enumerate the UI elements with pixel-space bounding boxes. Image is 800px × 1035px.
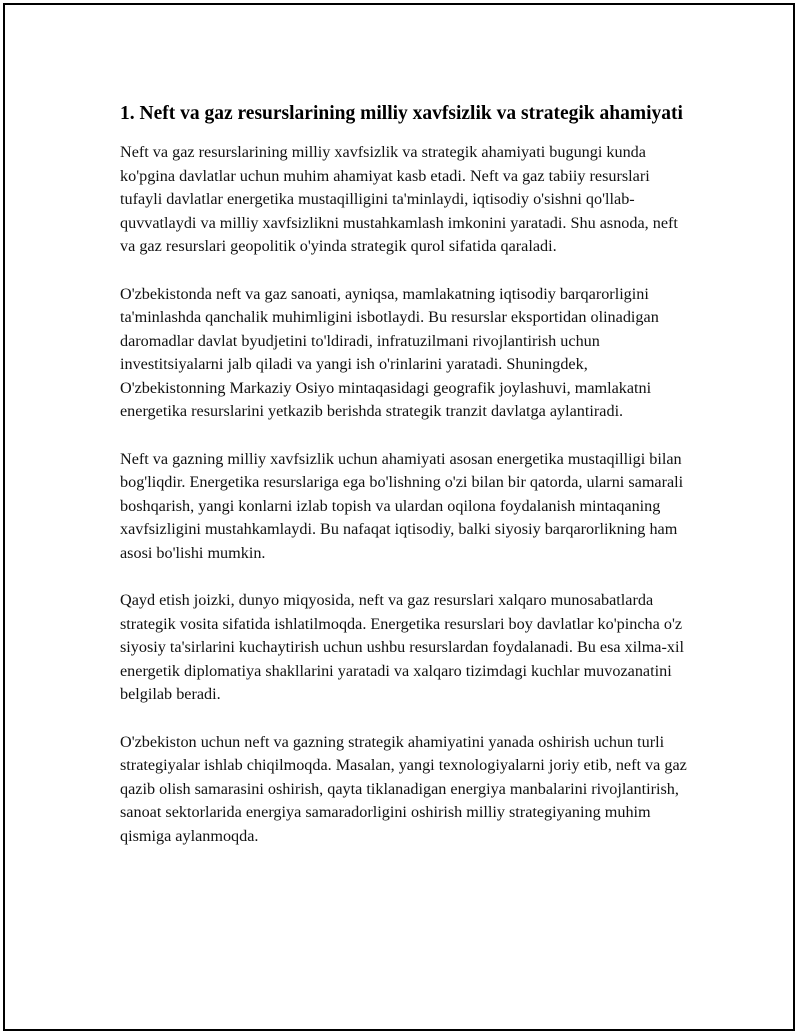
paragraph-2: O'zbekistonda neft va gaz sanoati, ayniqsa, mamlakatning iqtisodiy barqarorligini ta'minlashda qanchalik muhimligini isbotlaydi. Bu resurslar eksportidan olinadigan daromadlar davlat byudjetini to'ldiradi, infratuzilmani rivojlantirish uchun investitsiyalarni jalb qiladi va yangi ish o'rinlarini yaratadi. Shuningdek, O'zbekistonning Markaziy Osiyo mintaqasidagi geografik joylashuvi, mamlakatni energetika resurslarini yetkazib berishda strategik tranzit davlatga aylantiradi. xyxy=(120,284,659,420)
paragraph-4: Qayd etish joizki, dunyo miqyosida, neft va gaz resurslari xalqaro munosabatlarda strategik vosita sifatida ishlatilmoqda. Energetika resurslari boy davlatlar ko'pincha o'z siyosiy ta'sirlarini kuchaytirish uchun ushbu resurslardan foydalanadi. Bu esa xilma-xil energetik diplomatiya shakllarini yaratadi va xalqaro tizimdagi kuchlar muvozanatini belgilab beradi. xyxy=(120,591,684,703)
paragraph-5: O'zbekiston uchun neft va gazning strategik ahamiyatini yanada oshirish uchun turli strategiyalar ishlab chiqilmoqda. Masalan, yangi texnologiyalarni joriy etib, neft va gaz qazib olish samarasini oshirish, qayta tiklanadigan energiya manbalarini rivojlantirish, sanoat sektorlarida energiya samaradorligini oshirish milliy strategiyaning muhim qismiga aylanmoqda. xyxy=(120,732,687,845)
document-body xyxy=(120,101,692,848)
page-frame xyxy=(3,3,795,1031)
document-title: 1. Neft va gaz resurslarining milliy xavfsizlik va strategik ahamiyati xyxy=(120,103,683,124)
paragraph-3: Neft va gazning milliy xavfsizlik uchun ahamiyati asosan energetika mustaqilligi bilan bog'liqdir. Energetika resurslariga ega bo'lishning o'zi bilan bir qatorda, ularni samarali boshqarish, yangi konlarni izlab topish va ulardan oqilona foydalanish mintaqaning xavfsizligini mustahkamlaydi. Bu nafaqat iqtisodiy, balki siyosiy barqarorlikning ham asosi bo'lishi mumkin. xyxy=(120,449,684,562)
paragraph-1: Neft va gaz resurslarining milliy xavfsizlik va strategik ahamiyati bugungi kunda ko'pgina davlatlar uchun muhim ahamiyat kasb etadi. Neft va gaz tabiiy resurslari tufayli davlatlar energetika mustaqilligini ta'minlaydi, iqtisodiy o'sishni qo'llab-quvvatlaydi va milliy xavfsizlikni mustahkamlash imkonini yaratadi. Shu asnoda, neft va gaz resurslari geopolitik o'yinda strategik qurol sifatida qaraladi. xyxy=(120,143,678,255)
